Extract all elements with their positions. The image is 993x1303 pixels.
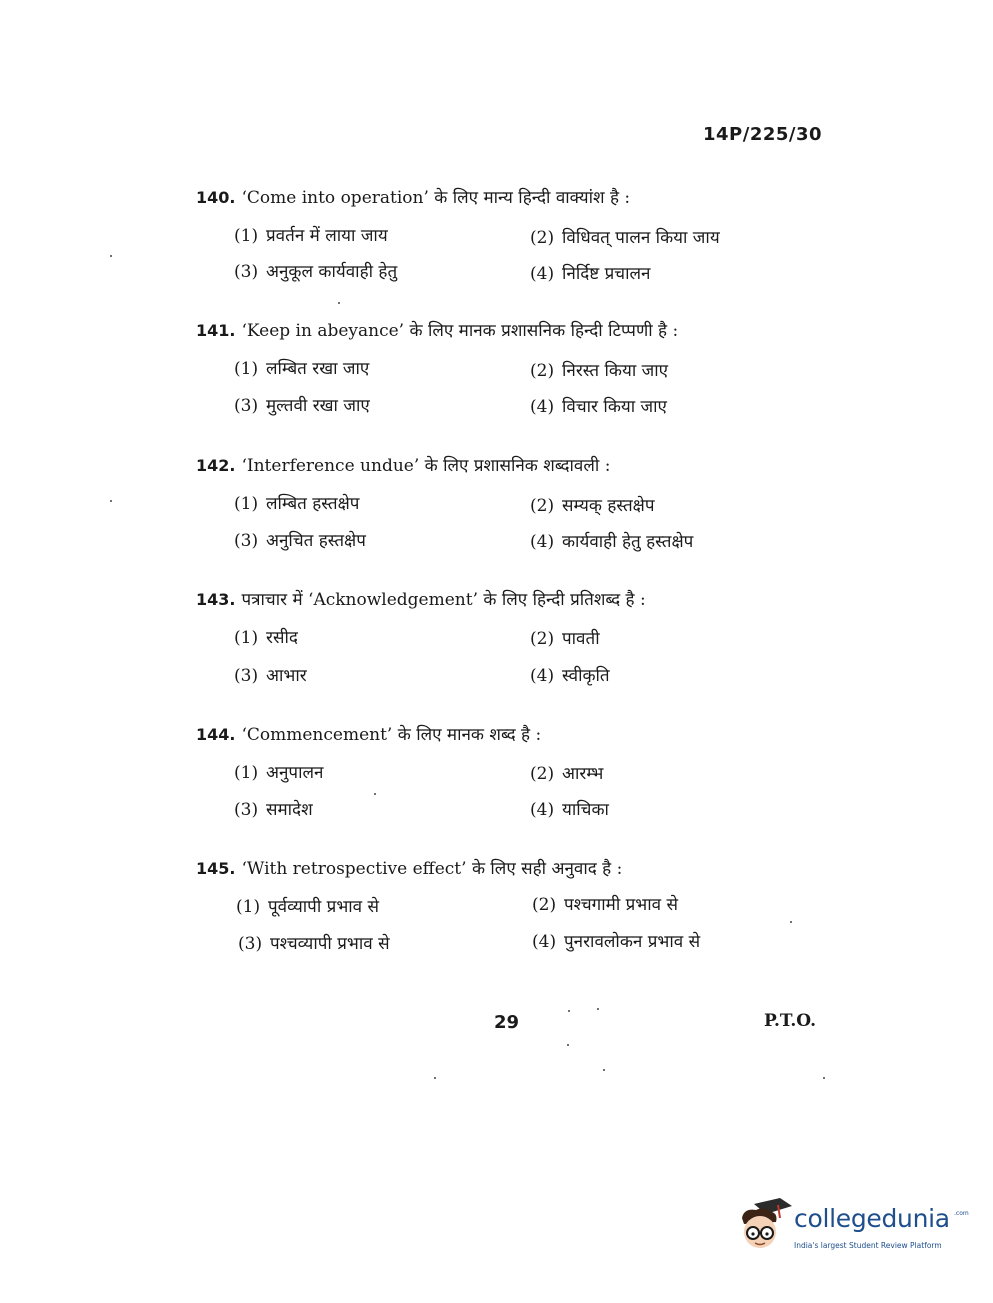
option-text: अनुचित हस्तक्षेप <box>266 531 366 551</box>
option-number: (2) <box>530 361 555 381</box>
option-1[interactable] <box>236 894 379 917</box>
option-number: (2) <box>530 629 555 649</box>
option-4[interactable] <box>530 394 667 417</box>
option-1[interactable] <box>234 356 369 379</box>
option-number: (3) <box>234 800 259 820</box>
option-number: (2) <box>530 228 555 248</box>
option-text: अनुकूल कार्यवाही हेतु <box>266 262 398 282</box>
option-text: निर्दिष्ट प्रचालन <box>562 264 651 284</box>
scan-speck <box>568 1010 570 1012</box>
option-number: (1) <box>234 628 259 648</box>
option-text: मुल्तवी रखा जाए <box>266 396 370 416</box>
option-number: (4) <box>530 397 555 417</box>
option-number: (4) <box>532 932 557 952</box>
option-number: (1) <box>236 897 261 917</box>
scan-speck <box>110 500 112 502</box>
scan-speck <box>567 1044 569 1046</box>
option-2[interactable] <box>530 493 655 516</box>
option-4[interactable] <box>532 929 700 952</box>
option-text: समादेश <box>266 800 313 820</box>
option-text: सम्यक् हस्तक्षेप <box>562 496 655 516</box>
option-3[interactable] <box>238 931 390 954</box>
scan-speck <box>434 1077 436 1079</box>
option-text: याचिका <box>562 800 609 820</box>
option-text: आरम्भ <box>562 764 604 784</box>
option-number: (4) <box>530 532 555 552</box>
option-4[interactable] <box>530 529 693 552</box>
option-text: स्वीकृति <box>562 666 610 686</box>
option-4[interactable] <box>530 797 609 820</box>
option-2[interactable] <box>530 761 603 784</box>
option-number: (4) <box>530 264 555 284</box>
option-number: (4) <box>530 800 555 820</box>
option-number: (1) <box>234 494 259 514</box>
question-text: ‘Keep in abeyance’ के लिए मानक प्रशासनिक हिन्दी टिप्पणी है : <box>241 321 679 341</box>
scan-speck <box>597 1008 599 1010</box>
option-3[interactable] <box>234 797 313 820</box>
question-number: 142. <box>196 456 236 475</box>
question-stem <box>196 856 622 879</box>
option-number: (2) <box>530 764 555 784</box>
option-number: (1) <box>234 763 259 783</box>
option-text: पावती <box>562 629 600 649</box>
question-stem <box>196 722 541 745</box>
option-1[interactable] <box>234 625 298 648</box>
option-number: (3) <box>234 666 259 686</box>
brand-tagline: India's largest Student Review Platform <box>794 1241 942 1250</box>
option-text: विधिवत् पालन किया जाय <box>562 228 720 248</box>
option-text: अनुपालन <box>266 763 324 783</box>
option-number: (1) <box>234 226 259 246</box>
question-number: 140. <box>196 188 236 207</box>
option-3[interactable] <box>234 663 307 686</box>
scan-speck <box>338 302 340 304</box>
option-text: आभार <box>266 666 307 686</box>
collegedunia-watermark <box>734 1196 969 1260</box>
option-number: (2) <box>530 496 555 516</box>
question-text: ‘With retrospective effect’ के लिए सही अनुवाद है : <box>241 859 623 879</box>
scan-speck <box>603 1069 605 1071</box>
question-stem <box>196 185 630 208</box>
option-text: पूर्वव्यापी प्रभाव से <box>268 897 380 917</box>
option-number: (2) <box>532 895 557 915</box>
option-4[interactable] <box>530 663 610 686</box>
scan-speck <box>110 255 112 257</box>
option-2[interactable] <box>530 225 720 248</box>
option-4[interactable] <box>530 261 650 284</box>
option-number: (1) <box>234 359 259 379</box>
scan-speck <box>374 793 376 795</box>
question-text: ‘Commencement’ के लिए मानक शब्द है : <box>241 725 542 745</box>
question-number: 144. <box>196 725 236 744</box>
option-3[interactable] <box>234 393 370 416</box>
option-1[interactable] <box>234 491 359 514</box>
option-number: (3) <box>234 396 259 416</box>
option-text: विचार किया जाए <box>562 397 667 417</box>
question-text: पत्राचार में ‘Acknowledgement’ के लिए हिन्दी प्रतिशब्द है : <box>241 590 646 610</box>
scan-speck <box>823 1077 825 1079</box>
option-1[interactable] <box>234 760 323 783</box>
option-2[interactable] <box>530 358 668 381</box>
option-text: कार्यवाही हेतु हस्तक्षेप <box>562 532 694 552</box>
option-3[interactable] <box>234 259 397 282</box>
question-number: 141. <box>196 321 236 340</box>
brand-domain: .com <box>954 1210 969 1217</box>
question-number: 145. <box>196 859 236 878</box>
question-stem <box>196 453 610 476</box>
option-number: (3) <box>234 262 259 282</box>
option-text: निरस्त किया जाए <box>562 361 669 381</box>
option-text: पश्चव्यापी प्रभाव से <box>270 934 390 954</box>
question-text: ‘Come into operation’ के लिए मान्य हिन्दी वाक्यांश है : <box>241 188 631 208</box>
option-1[interactable] <box>234 223 388 246</box>
option-text: लम्बित रखा जाए <box>266 359 370 379</box>
option-number: (4) <box>530 666 555 686</box>
question-number: 143. <box>196 590 236 609</box>
option-3[interactable] <box>234 528 366 551</box>
question-text: ‘Interference undue’ के लिए प्रशासनिक शब्दावली : <box>241 456 611 476</box>
option-text: रसीद <box>266 628 298 648</box>
option-number: (3) <box>234 531 259 551</box>
question-stem <box>196 587 646 610</box>
option-text: पुनरावलोकन प्रभाव से <box>564 932 701 952</box>
scan-speck <box>790 921 792 923</box>
collegedunia-mascot-icon <box>734 1196 792 1256</box>
option-2[interactable] <box>530 626 600 649</box>
paper-code: 14P/225/30 <box>703 124 823 145</box>
option-number: (3) <box>238 934 263 954</box>
pto-label: P.T.O. <box>764 1011 816 1031</box>
question-stem <box>196 318 678 341</box>
page-number: 29 <box>494 1012 520 1033</box>
option-text: लम्बित हस्तक्षेप <box>266 494 360 514</box>
option-text: पश्चगामी प्रभाव से <box>564 895 678 915</box>
option-text: प्रवर्तन में लाया जाय <box>266 226 388 246</box>
option-2[interactable] <box>532 892 678 915</box>
brand-name: collegedunia <box>794 1204 950 1233</box>
